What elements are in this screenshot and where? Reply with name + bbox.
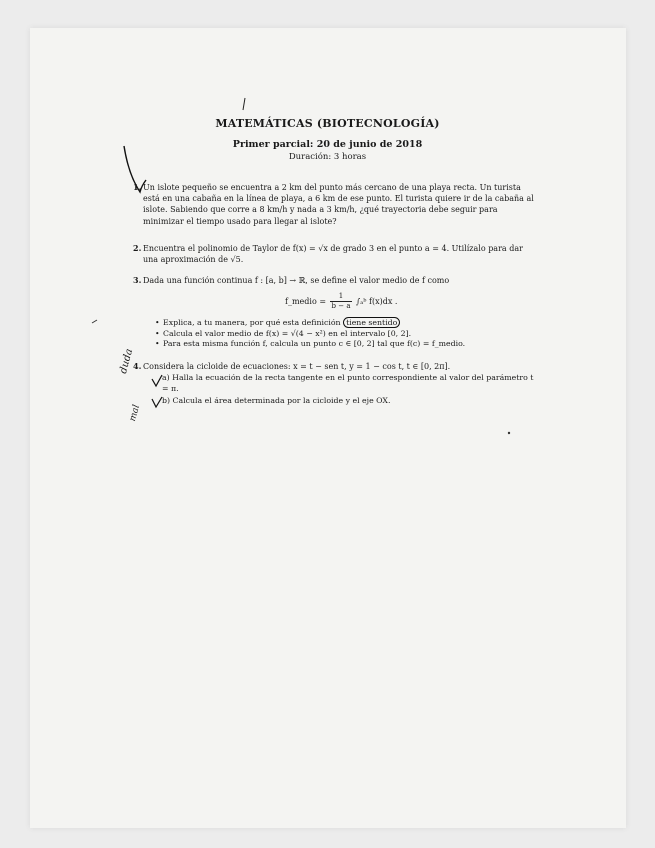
problem-number: 1. bbox=[133, 182, 142, 192]
problem-4b: b) Calcula el área determinada por la cicloide y el eje OX. bbox=[162, 396, 391, 405]
formula-rhs: ∫ₐᵇ f(x)dx . bbox=[356, 297, 398, 306]
bullet-item: • Explica, a tu manera, por qué esta definición tiene sentido bbox=[163, 318, 465, 329]
problem-number: 4. bbox=[133, 361, 142, 371]
problem-number: 3. bbox=[133, 275, 142, 285]
problem-3 bbox=[133, 275, 538, 286]
problem-number: 2. bbox=[133, 243, 142, 253]
fraction-denominator: b − a bbox=[331, 302, 351, 310]
problem-text: Encuentra el polinomio de Taylor de f(x) = √x de grado 3 en el punto a = 4. Utilízalo para dar una aproximación de √5. bbox=[143, 244, 523, 265]
bullet-item: • Calcula el valor medio de f(x) = √(4 − x²) en el intervalo [0, 2]. bbox=[163, 329, 465, 340]
exam-title: MATEMÁTICAS (BIOTECNOLOGÍA) bbox=[215, 117, 440, 130]
problem-text: Dada una función continua f : [a, b] → ℝ, se define el valor medio de f como bbox=[143, 276, 450, 285]
problem-text: Un islote pequeño se encuentra a 2 km del punto más cercano de una playa recta. Un turista está en una cabaña en la línea de playa, a 6 km de ese punto. El turista quiere ir de la cabaña al islote. Sabiendo que corre a 8 km/h y nada a 3 km/h, ¿qué trayectoria debe seguir para minimizar el tiempo usado para llegar al islote? bbox=[143, 183, 534, 226]
problem-text: Considera la cicloide de ecuaciones: x = t − sen t, y = 1 − cos t, t ∈ [0, 2π]. bbox=[143, 362, 451, 371]
exam-duration: Duración: 3 horas bbox=[288, 152, 367, 162]
problem-3-bullets bbox=[163, 318, 465, 350]
mean-value-formula bbox=[285, 292, 397, 311]
handwritten-note: duda bbox=[118, 347, 136, 375]
problem-1 bbox=[133, 182, 538, 227]
bullet-item: • Para esta misma función f, calcula un punto c ∈ [0, 2] tal que f(c) = f_medio. bbox=[163, 339, 465, 350]
circled-phrase: tiene sentido bbox=[343, 317, 400, 328]
problem-4a: a) Halla la ecuación de la recta tangente en el punto correspondiente al valor del parámetro t = π. bbox=[162, 373, 534, 393]
exam-subtitle: Primer parcial: 20 de junio de 2018 bbox=[232, 139, 423, 150]
handwritten-note: mal bbox=[128, 403, 143, 423]
problem-2 bbox=[133, 243, 538, 265]
fraction-numerator: 1 bbox=[338, 292, 344, 300]
formula-lhs: f_medio = bbox=[285, 297, 327, 306]
problem-4 bbox=[133, 361, 538, 372]
formula-fraction bbox=[330, 292, 352, 311]
